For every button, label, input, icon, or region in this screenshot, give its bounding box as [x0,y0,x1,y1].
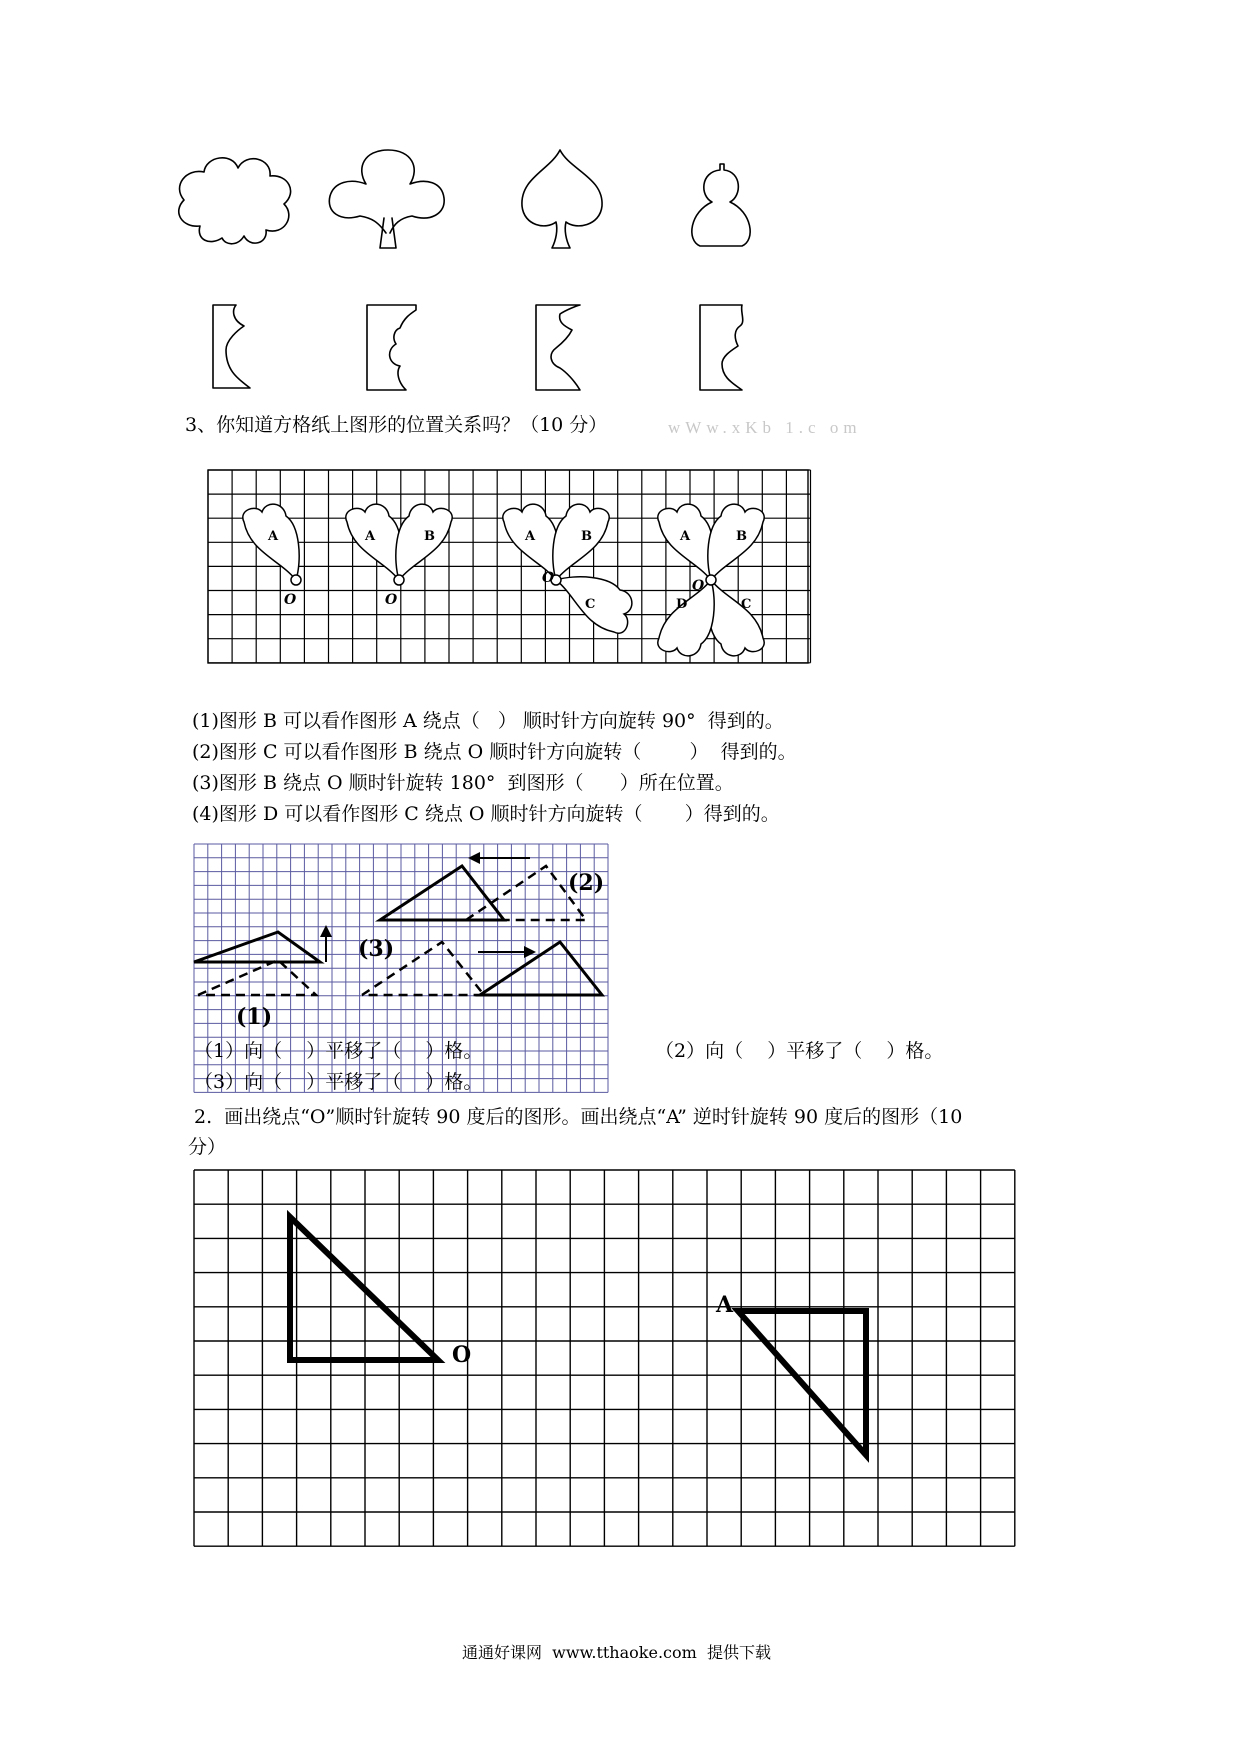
fig2-label-a: A [365,529,376,544]
fig2-label-b: B [424,529,435,544]
fig3-label-b: B [581,529,592,544]
q2-title-line-2: 分） [188,1136,227,1158]
q3-item-3: (3)图形 B 绕点 O 顺时针旋转 180° 到图形（ ）所在位置。 [192,772,734,794]
translate-line-1a: （1）向（ ）平移了（ ）格。 [194,1040,483,1062]
translate-label-2: (2) [568,870,605,896]
point-o-label: O [452,1342,472,1368]
fig3-label-a: A [525,529,536,544]
fig2-label-o: O [385,592,398,608]
fig4-label-c: C [741,597,752,612]
fig1-label-a: A [268,529,279,544]
translate-label-3: (3) [358,936,395,962]
fig4-label-a: A [680,529,691,544]
q3-title: 3、你知道方格纸上图形的位置关系吗？（10 分） [185,414,608,436]
right-triangle-a [738,1311,866,1455]
q3-item-2: (2)图形 C 可以看作图形 B 绕点 O 顺时针方向旋转（ ） 得到的。 [192,741,797,763]
fig3-label-c: C [585,597,596,612]
watermark-text: wWw.xKb 1.c om [668,418,862,437]
q3-item-4: (4)图形 D 可以看作图形 C 绕点 O 顺时针方向旋转（ ）得到的。 [192,803,780,825]
translate-line-2: （3）向（ ）平移了（ ）格。 [194,1071,483,1093]
fig1-label-o: O [284,592,297,608]
translate-label-1: (1) [236,1004,273,1030]
fig4-label-b: B [736,529,747,544]
fig3-label-o: O [542,570,555,586]
q3-item-1: (1)图形 B 可以看作图形 A 绕点（ ） 顺时针方向旋转 90° 得到的。 [192,710,784,732]
fig4-label-o: O [692,578,705,594]
point-a-label: A [716,1292,734,1318]
translate-line-1b: （2）向（ ）平移了（ ）格。 [655,1040,944,1062]
fig4-label-d: D [676,597,688,612]
footer-text: 通通好课网 www.tthaoke.com 提供下载 [462,1643,771,1662]
q2-title-line-1: 2. 画出绕点“O”顺时针旋转 90 度后的图形。画出绕点“A” 逆时针旋转 90 度后的图形（10 [194,1106,963,1128]
